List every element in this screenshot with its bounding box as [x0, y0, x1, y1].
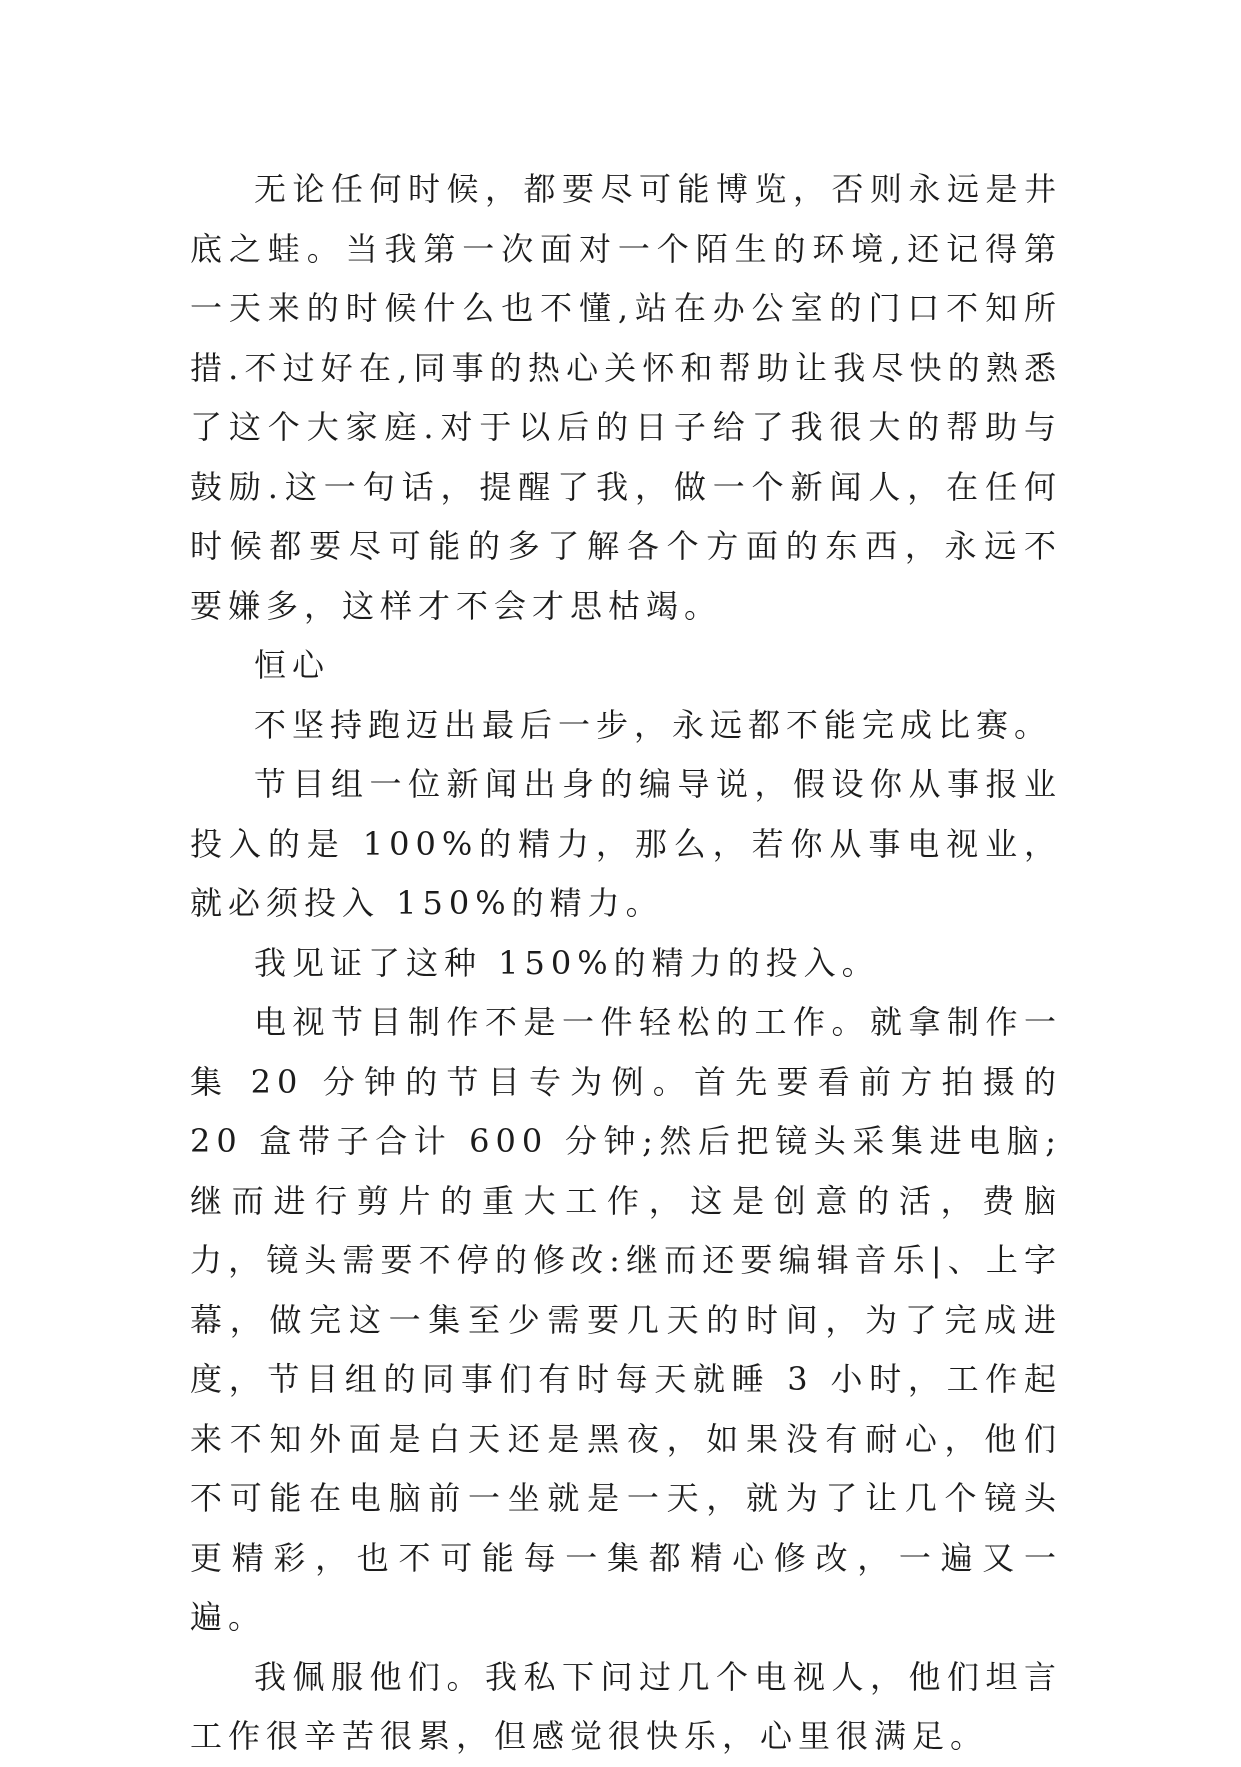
paragraph-witness: 我见证了这种 150%的精力的投入。 — [254, 943, 880, 982]
paragraph-finish-race: 不坚持跑迈出最后一步，永远都不能完成比赛。 — [254, 705, 1053, 744]
section-heading-perseverance: 恒心 — [254, 646, 331, 684]
document-body — [190, 160, 1062, 1767]
paragraph-tv-production: 电视节目制作不是一件轻松的工作。就拿制作一集 20 分钟的节目专为例。首先要看前方拍摄的 20 盒带子合计 600 分钟;然后把镜头采集进电脑;继而进行剪片的重大工作，这是创意的活，费脑力，镜头需要不停的修改:继而还要编辑音乐|、上字幕，做完这一集至少需要几天的时间，为了完成进度，节目组的同事们有时每天就睡 3 小时，工作起来不知外面是白天还是黑夜，如果没有耐心，他们不可能在电脑前一坐就是一天，就为了让几个镜头更精彩，也不可能每一集都精心修改，一遍又一遍。 — [190, 1003, 1062, 1636]
paragraph-broad-reading: 无论任何时候，都要尽可能博览，否则永远是井底之蛙。当我第一次面对一个陌生的环境,还记得第一天来的时候什么也不懂,站在办公室的门口不知所措.不过好在,同事的热心关怀和帮助让我尽快的熟悉了这个大家庭.对于以后的日子给了我很大的帮助与鼓励.这一句话，提醒了我，做一个新闻人，在任何时候都要尽可能的多了解各个方面的东西，永远不要嫌多，这样才不会才思枯竭。 — [190, 170, 1062, 625]
paragraph-director-quote: 节目组一位新闻出身的编导说，假设你从事报业投入的是 100%的精力，那么，若你从事电视业，就必须投入 150%的精力。 — [190, 765, 1062, 922]
paragraph-admiration: 我佩服他们。我私下问过几个电视人，他们坦言工作很辛苦很累，但感觉很快乐，心里很满足。 — [190, 1657, 1062, 1755]
